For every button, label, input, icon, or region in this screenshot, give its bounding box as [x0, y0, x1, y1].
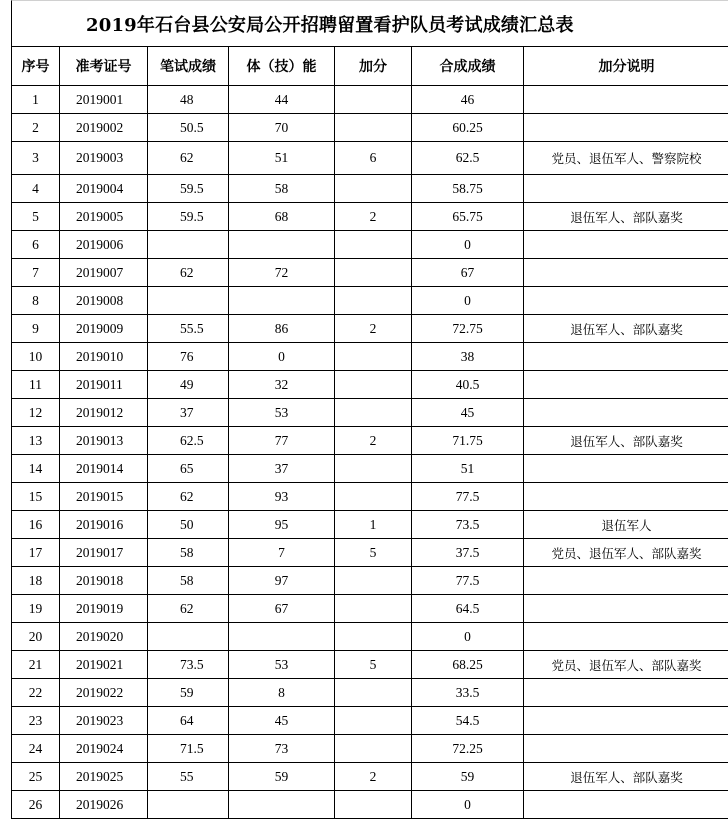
cell-exam-no: 2019001 — [60, 86, 148, 114]
cell-bonus — [335, 455, 412, 483]
cell-written: 62 — [148, 142, 229, 175]
cell-bonus: 2 — [335, 315, 412, 343]
cell-bonus-note — [524, 735, 728, 763]
cell-bonus — [335, 791, 412, 819]
header-cell-total: 合成成绩 — [412, 47, 524, 86]
cell-bonus-note: 退伍军人、部队嘉奖 — [524, 763, 728, 791]
cell-seq: 9 — [12, 315, 60, 343]
header-cell-exam-no: 准考证号 — [60, 47, 148, 86]
cell-seq: 1 — [12, 86, 60, 114]
cell-exam-no: 2019011 — [60, 371, 148, 399]
cell-seq: 18 — [12, 567, 60, 595]
cell-seq: 17 — [12, 539, 60, 567]
table-row — [12, 142, 728, 175]
cell-seq: 6 — [12, 231, 60, 259]
cell-written — [148, 791, 229, 819]
cell-bonus-note — [524, 343, 728, 371]
cell-written: 62 — [148, 259, 229, 287]
cell-total: 0 — [412, 231, 524, 259]
cell-total: 68.25 — [412, 651, 524, 679]
cell-exam-no: 2019009 — [60, 315, 148, 343]
cell-bonus-note — [524, 567, 728, 595]
cell-exam-no: 2019018 — [60, 567, 148, 595]
cell-seq: 8 — [12, 287, 60, 315]
score-table — [11, 46, 728, 819]
cell-seq: 3 — [12, 142, 60, 175]
cell-exam-no: 2019012 — [60, 399, 148, 427]
cell-exam-no: 2019015 — [60, 483, 148, 511]
table-row — [12, 707, 728, 735]
cell-exam-no: 2019016 — [60, 511, 148, 539]
cell-total: 72.75 — [412, 315, 524, 343]
cell-physical: 93 — [229, 483, 335, 511]
cell-written: 62 — [148, 483, 229, 511]
cell-seq: 12 — [12, 399, 60, 427]
cell-bonus-note: 退伍军人 — [524, 511, 728, 539]
cell-written: 73.5 — [148, 651, 229, 679]
cell-written: 58 — [148, 567, 229, 595]
cell-seq: 25 — [12, 763, 60, 791]
cell-seq: 4 — [12, 175, 60, 203]
cell-physical: 97 — [229, 567, 335, 595]
cell-total: 64.5 — [412, 595, 524, 623]
cell-total: 72.25 — [412, 735, 524, 763]
cell-seq: 20 — [12, 623, 60, 651]
cell-total: 0 — [412, 287, 524, 315]
cell-exam-no: 2019022 — [60, 679, 148, 707]
table-row — [12, 651, 728, 679]
cell-written — [148, 287, 229, 315]
cell-bonus — [335, 399, 412, 427]
cell-bonus — [335, 371, 412, 399]
table-row — [12, 259, 728, 287]
cell-physical: 0 — [229, 343, 335, 371]
header-cell-physical: 体（技）能 — [229, 47, 335, 86]
cell-written: 58 — [148, 539, 229, 567]
cell-total: 73.5 — [412, 511, 524, 539]
cell-seq: 16 — [12, 511, 60, 539]
table-row — [12, 86, 728, 114]
cell-seq: 22 — [12, 679, 60, 707]
cell-bonus-note — [524, 707, 728, 735]
table-row — [12, 287, 728, 315]
cell-written: 71.5 — [148, 735, 229, 763]
cell-written: 50 — [148, 511, 229, 539]
cell-bonus — [335, 735, 412, 763]
score-sheet — [11, 0, 728, 809]
cell-bonus-note — [524, 259, 728, 287]
cell-bonus-note: 退伍军人、部队嘉奖 — [524, 427, 728, 455]
cell-total: 40.5 — [412, 371, 524, 399]
cell-physical: 68 — [229, 203, 335, 231]
cell-bonus: 2 — [335, 763, 412, 791]
cell-physical: 53 — [229, 651, 335, 679]
cell-written — [148, 623, 229, 651]
cell-seq: 14 — [12, 455, 60, 483]
cell-bonus: 2 — [335, 203, 412, 231]
cell-written: 59 — [148, 679, 229, 707]
table-row — [12, 315, 728, 343]
cell-exam-no: 2019007 — [60, 259, 148, 287]
cell-bonus — [335, 707, 412, 735]
cell-total: 51 — [412, 455, 524, 483]
cell-written: 65 — [148, 455, 229, 483]
cell-exam-no: 2019017 — [60, 539, 148, 567]
cell-exam-no: 2019008 — [60, 287, 148, 315]
cell-total: 46 — [412, 86, 524, 114]
cell-total: 77.5 — [412, 567, 524, 595]
cell-written: 37 — [148, 399, 229, 427]
header-cell-bonus: 加分 — [335, 47, 412, 86]
cell-physical — [229, 231, 335, 259]
cell-total: 58.75 — [412, 175, 524, 203]
cell-written: 55 — [148, 763, 229, 791]
table-row — [12, 231, 728, 259]
cell-exam-no: 2019024 — [60, 735, 148, 763]
cell-physical: 86 — [229, 315, 335, 343]
cell-bonus: 5 — [335, 539, 412, 567]
cell-seq: 7 — [12, 259, 60, 287]
cell-bonus: 1 — [335, 511, 412, 539]
cell-seq: 15 — [12, 483, 60, 511]
cell-exam-no: 2019023 — [60, 707, 148, 735]
table-row — [12, 483, 728, 511]
title-row — [11, 0, 728, 46]
cell-written: 59.5 — [148, 175, 229, 203]
table-row — [12, 539, 728, 567]
table-row — [12, 511, 728, 539]
cell-physical: 67 — [229, 595, 335, 623]
cell-exam-no: 2019020 — [60, 623, 148, 651]
cell-bonus-note: 退伍军人、部队嘉奖 — [524, 315, 728, 343]
header-cell-written: 笔试成绩 — [148, 47, 229, 86]
table-row — [12, 791, 728, 819]
cell-total: 45 — [412, 399, 524, 427]
cell-total: 59 — [412, 763, 524, 791]
cell-physical: 53 — [229, 399, 335, 427]
cell-bonus-note: 党员、退伍军人、部队嘉奖 — [524, 651, 728, 679]
cell-bonus — [335, 175, 412, 203]
cell-bonus-note — [524, 231, 728, 259]
table-row — [12, 455, 728, 483]
cell-physical: 73 — [229, 735, 335, 763]
cell-bonus-note — [524, 114, 728, 142]
cell-bonus-note — [524, 86, 728, 114]
table-row — [12, 175, 728, 203]
cell-exam-no: 2019006 — [60, 231, 148, 259]
cell-exam-no: 2019013 — [60, 427, 148, 455]
cell-physical: 7 — [229, 539, 335, 567]
cell-physical: 72 — [229, 259, 335, 287]
cell-bonus — [335, 114, 412, 142]
cell-bonus-note: 党员、退伍军人、警察院校 — [524, 142, 728, 175]
cell-bonus-note — [524, 399, 728, 427]
table-row — [12, 567, 728, 595]
cell-written: 62 — [148, 595, 229, 623]
table-row — [12, 371, 728, 399]
table-row — [12, 114, 728, 142]
table-row — [12, 735, 728, 763]
cell-bonus — [335, 483, 412, 511]
cell-seq: 26 — [12, 791, 60, 819]
cell-seq: 5 — [12, 203, 60, 231]
cell-bonus — [335, 567, 412, 595]
cell-bonus-note — [524, 455, 728, 483]
cell-seq: 2 — [12, 114, 60, 142]
table-row — [12, 595, 728, 623]
cell-seq: 21 — [12, 651, 60, 679]
cell-physical: 59 — [229, 763, 335, 791]
header-row — [12, 47, 728, 86]
cell-total: 60.25 — [412, 114, 524, 142]
cell-physical: 45 — [229, 707, 335, 735]
cell-bonus-note — [524, 623, 728, 651]
cell-bonus-note — [524, 175, 728, 203]
cell-total: 37.5 — [412, 539, 524, 567]
cell-bonus — [335, 679, 412, 707]
table-row — [12, 623, 728, 651]
cell-physical: 8 — [229, 679, 335, 707]
cell-bonus — [335, 231, 412, 259]
page-title: 2019年石台县公安局公开招聘留置看护队员考试成绩汇总表 — [86, 11, 574, 37]
cell-bonus-note: 退伍军人、部队嘉奖 — [524, 203, 728, 231]
cell-bonus-note — [524, 595, 728, 623]
table-row — [12, 427, 728, 455]
cell-seq: 11 — [12, 371, 60, 399]
cell-total: 0 — [412, 791, 524, 819]
cell-exam-no: 2019002 — [60, 114, 148, 142]
cell-bonus-note — [524, 791, 728, 819]
cell-total: 54.5 — [412, 707, 524, 735]
cell-seq: 13 — [12, 427, 60, 455]
table-row — [12, 343, 728, 371]
cell-written: 50.5 — [148, 114, 229, 142]
cell-total: 67 — [412, 259, 524, 287]
cell-bonus — [335, 623, 412, 651]
cell-seq: 23 — [12, 707, 60, 735]
cell-total: 77.5 — [412, 483, 524, 511]
table-row — [12, 399, 728, 427]
cell-physical: 37 — [229, 455, 335, 483]
cell-total: 38 — [412, 343, 524, 371]
cell-written: 59.5 — [148, 203, 229, 231]
cell-physical: 77 — [229, 427, 335, 455]
cell-bonus — [335, 86, 412, 114]
cell-total: 62.5 — [412, 142, 524, 175]
cell-bonus — [335, 287, 412, 315]
table-row — [12, 203, 728, 231]
cell-written: 76 — [148, 343, 229, 371]
cell-bonus: 2 — [335, 427, 412, 455]
cell-written: 64 — [148, 707, 229, 735]
cell-total: 65.75 — [412, 203, 524, 231]
cell-physical — [229, 287, 335, 315]
cell-seq: 10 — [12, 343, 60, 371]
cell-physical — [229, 623, 335, 651]
cell-written: 49 — [148, 371, 229, 399]
cell-physical: 51 — [229, 142, 335, 175]
cell-bonus-note — [524, 483, 728, 511]
cell-physical — [229, 791, 335, 819]
table-body — [12, 86, 728, 819]
cell-written — [148, 231, 229, 259]
cell-exam-no: 2019010 — [60, 343, 148, 371]
cell-physical: 32 — [229, 371, 335, 399]
cell-total: 33.5 — [412, 679, 524, 707]
cell-physical: 70 — [229, 114, 335, 142]
cell-written: 62.5 — [148, 427, 229, 455]
cell-bonus: 6 — [335, 142, 412, 175]
cell-bonus-note — [524, 679, 728, 707]
cell-total: 71.75 — [412, 427, 524, 455]
table-row — [12, 679, 728, 707]
cell-exam-no: 2019026 — [60, 791, 148, 819]
cell-seq: 24 — [12, 735, 60, 763]
cell-written: 48 — [148, 86, 229, 114]
cell-physical: 95 — [229, 511, 335, 539]
cell-bonus — [335, 343, 412, 371]
cell-exam-no: 2019025 — [60, 763, 148, 791]
header-cell-bonus-note: 加分说明 — [524, 47, 728, 86]
cell-exam-no: 2019021 — [60, 651, 148, 679]
cell-bonus-note: 党员、退伍军人、部队嘉奖 — [524, 539, 728, 567]
cell-total: 0 — [412, 623, 524, 651]
cell-seq: 19 — [12, 595, 60, 623]
cell-bonus-note — [524, 371, 728, 399]
cell-bonus — [335, 259, 412, 287]
cell-exam-no: 2019004 — [60, 175, 148, 203]
cell-bonus — [335, 595, 412, 623]
cell-written: 55.5 — [148, 315, 229, 343]
cell-exam-no: 2019003 — [60, 142, 148, 175]
header-cell-seq: 序号 — [12, 47, 60, 86]
cell-physical: 44 — [229, 86, 335, 114]
cell-exam-no: 2019005 — [60, 203, 148, 231]
cell-exam-no: 2019019 — [60, 595, 148, 623]
cell-exam-no: 2019014 — [60, 455, 148, 483]
table-row — [12, 763, 728, 791]
cell-bonus-note — [524, 287, 728, 315]
cell-bonus: 5 — [335, 651, 412, 679]
cell-physical: 58 — [229, 175, 335, 203]
